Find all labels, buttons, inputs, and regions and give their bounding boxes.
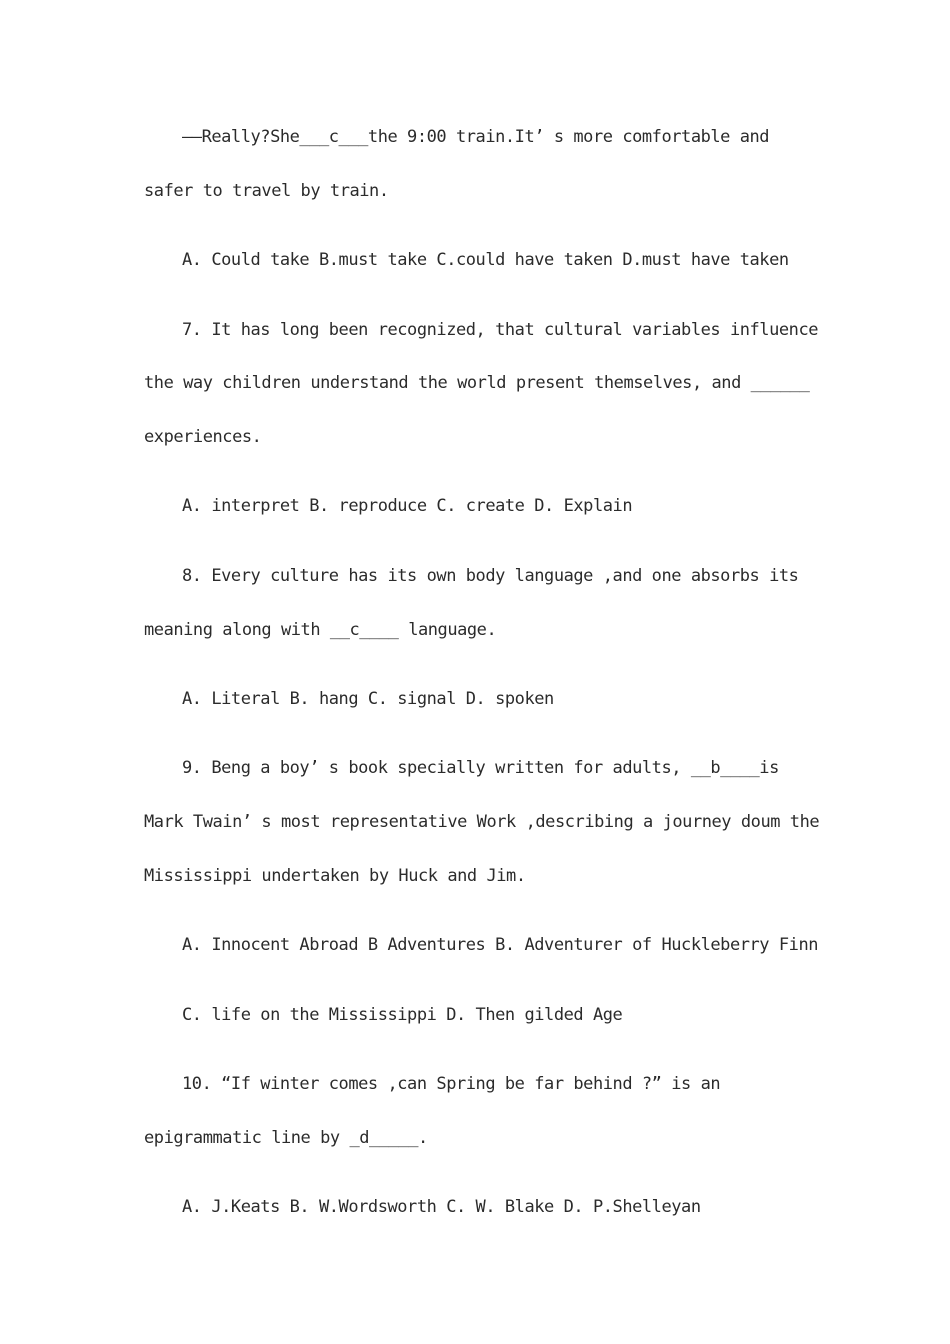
question-9-options-2: C. life on the Mississippi D. Then gilded Age: [182, 1005, 623, 1025]
question-9-continuation: Mark Twain’ s most representative Work ,describing a journey doum the: [144, 812, 820, 832]
question-7-continuation-2: experiences.: [144, 427, 262, 447]
question-9-continuation-2: Mississippi undertaken by Huck and Jim.: [144, 866, 526, 886]
question-10-text: 10. “If winter comes ,can Spring be far behind ?” is an: [182, 1074, 721, 1094]
question-6-continuation: safer to travel by train.: [144, 181, 389, 201]
question-10-options: A. J.Keats B. W.Wordsworth C. W. Blake D. P.Shelleyan: [182, 1197, 701, 1217]
question-7-continuation: the way children understand the world present themselves, and ______: [144, 373, 810, 393]
question-8-continuation: meaning along with __c____ language.: [144, 620, 497, 640]
question-10-continuation: epigrammatic line by _d_____.: [144, 1128, 428, 1148]
question-8-options: A. Literal B. hang C. signal D. spoken: [182, 689, 554, 709]
question-7-options: A. interpret B. reproduce C. create D. Explain: [182, 496, 633, 516]
question-6-options: A. Could take B.must take C.could have taken D.must have taken: [182, 250, 789, 270]
question-6-answer-line: ——Really?She___c___the 9:00 train.It’ s more comfortable and: [182, 127, 770, 147]
question-9-options-1: A. Innocent Abroad B Adventures B. Adventurer of Huckleberry Finn: [182, 935, 819, 955]
question-9-text: 9. Beng a boy’ s book specially written for adults, __b____is: [182, 758, 779, 778]
question-8-text: 8. Every culture has its own body language ,and one absorbs its: [182, 566, 799, 586]
question-7-text: 7. It has long been recognized, that cultural variables influence: [182, 320, 819, 340]
